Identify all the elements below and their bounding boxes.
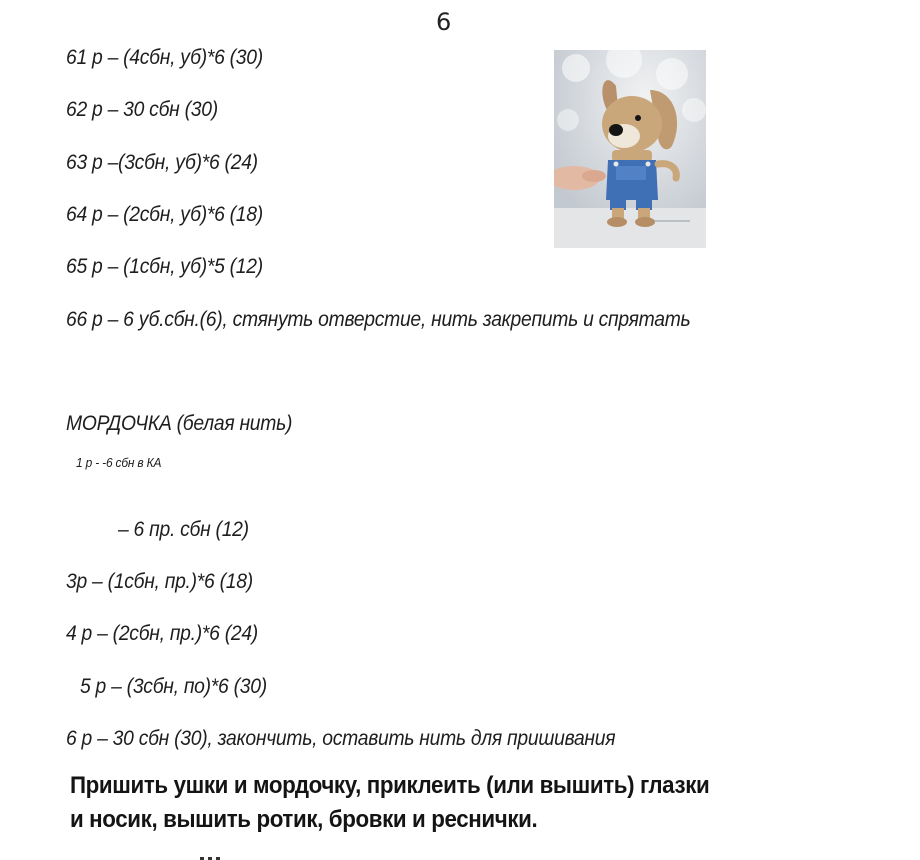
assembly-note-line-1: Пришить ушки и мордочку, приклеить (или вышить) глазки: [70, 772, 710, 799]
toy-photo: [554, 50, 706, 248]
pattern-row-62: 62 р – 30 сбн (30): [66, 98, 218, 121]
pattern-row-66: 66 р – 6 уб.сбн.(6), стянуть отверстие, нить закрепить и спрятать: [66, 308, 691, 331]
pattern-row-65: 65 р – (1сбн, уб)*5 (12): [66, 255, 263, 278]
snout-row-2: – 6 пр. сбн (12): [118, 518, 249, 541]
cut-off-text-fragment: [150, 850, 240, 860]
snout-row-6: 6 р – 30 сбн (30), закончить, оставить нить для пришивания: [66, 727, 616, 750]
photo-watermark: [654, 220, 690, 222]
snout-row-5: 5 р – (3сбн, по)*6 (30): [80, 675, 267, 698]
snout-row-4: 4 р – (2сбн, пр.)*6 (24): [66, 622, 258, 645]
page-number: 6: [436, 8, 452, 36]
pattern-row-61: 61 р – (4сбн, уб)*6 (30): [66, 46, 263, 69]
toy-eye: [635, 115, 641, 121]
toy-photo-illustration: [554, 50, 706, 248]
toy-nose: [609, 124, 623, 136]
snout-row-3: 3р – (1сбн, пр.)*6 (18): [66, 570, 253, 593]
snout-row-1: 1 р - -6 сбн в КА: [76, 455, 162, 470]
pattern-row-64: 64 р – (2сбн, уб)*6 (18): [66, 203, 263, 226]
pattern-row-63: 63 р –(3сбн, уб)*6 (24): [66, 151, 258, 174]
assembly-note-line-2: и носик, вышить ротик, бровки и реснички.: [70, 806, 538, 833]
snout-heading: МОРДОЧКА (белая нить): [66, 412, 293, 435]
